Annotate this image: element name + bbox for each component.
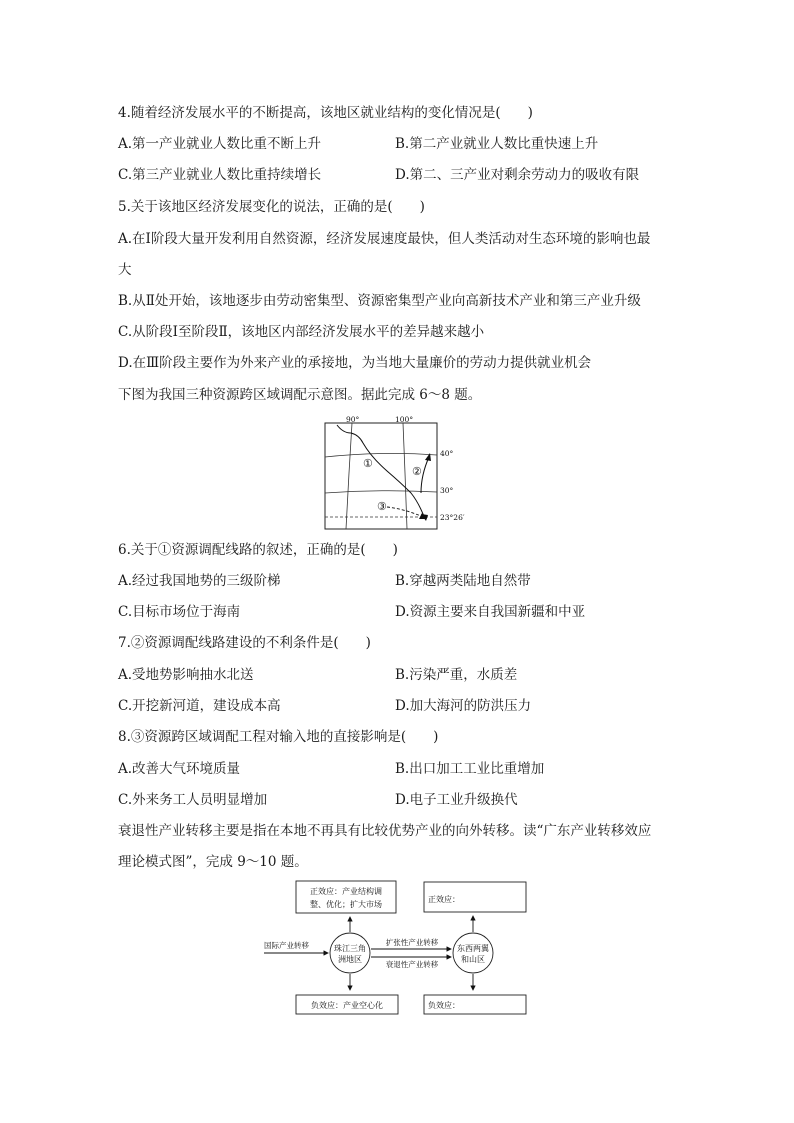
positive-effect-right: 正效应： (428, 895, 460, 904)
east-west-label-line2: 和山区 (461, 955, 485, 964)
resource-transfer-map (315, 413, 475, 535)
q7-option-b: B.污染严重，水质差 (395, 667, 518, 683)
positive-effect-left-line2: 整、优化；扩大市场 (310, 900, 382, 909)
east-west-label-line1: 东西两翼 (457, 944, 489, 953)
q4-option-c: C.第三产业就业人数比重持续增长 (118, 167, 322, 183)
east-west-circle (453, 933, 493, 973)
q4-option-b: B.第二产业就业人数比重快速上升 (395, 136, 599, 152)
prd-circle (330, 933, 370, 973)
q7-option-c: C.开挖新河道，建设成本高 (118, 698, 281, 714)
q6-option-a: A.经过我国地势的三级阶梯 (118, 573, 281, 589)
parallel-30 (325, 491, 437, 493)
q8-option-d: D.电子工业升级换代 (395, 792, 518, 808)
label-route-3: ③ (377, 500, 387, 513)
label-lat-40: 40° (440, 449, 454, 458)
route-2-line (421, 457, 429, 493)
label-lon-100: 100° (395, 415, 414, 424)
q5-option-a: A.在Ⅰ阶段大量开发利用自然资源，经济发展速度最快，但人类活动对生态环境的影响也最 (118, 231, 651, 247)
intl-transfer-label: 国际产业转移 (264, 941, 309, 950)
q8-option-b: B.出口加工工业比重增加 (395, 761, 545, 777)
q5-option-a-continued: 大 (118, 262, 132, 278)
intro-6-8: 下图为我国三种资源跨区域调配示意图。据此完成 6～8 题。 (118, 387, 482, 403)
label-lat-tropic: 23°26′ (440, 513, 465, 522)
label-lon-90: 90° (346, 415, 360, 424)
q4-option-a: A.第一产业就业人数比重不断上升 (118, 136, 322, 152)
q5-option-c: C.从阶段Ⅰ至阶段Ⅱ，该地区内部经济发展水平的差异越来越小 (118, 324, 485, 340)
negative-effect-right: 负效应： (428, 1001, 460, 1010)
q5-option-b: B.从Ⅱ处开始，该地逐步由劳动密集型、资源密集型产业向高新技术产业和第三产业升级 (118, 293, 641, 309)
q4-option-d: D.第二、三产业对剩余劳动力的吸收有限 (395, 167, 640, 183)
label-route-2: ② (412, 465, 422, 478)
prd-label-line2: 洲地区 (338, 955, 362, 964)
q8-stem: 8.③资源跨区域调配工程对输入地的直接影响是( ) (118, 729, 439, 745)
q6-stem: 6.关于①资源调配线路的叙述，正确的是( ) (118, 542, 398, 558)
q7-option-a: A.受地势影响抽水北送 (118, 667, 254, 683)
q6-option-c: C.目标市场位于海南 (118, 604, 241, 620)
meridian-90 (346, 423, 352, 529)
expand-transfer-label: 扩张性产业转移 (385, 938, 439, 947)
q7-stem: 7.②资源调配线路建设的不利条件是( ) (118, 635, 371, 651)
parallel-40 (325, 453, 437, 457)
negative-effect-left: 负效应：产业空心化 (311, 1001, 383, 1010)
q6-option-b: B.穿越两类陆地自然带 (395, 573, 531, 589)
label-lat-30: 30° (440, 486, 454, 495)
q6-option-d: D.资源主要来自我国新疆和中亚 (395, 604, 586, 620)
q8-option-a: A.改善大气环境质量 (118, 761, 241, 777)
q8-option-c: C.外来务工人员明显增加 (118, 792, 268, 808)
intro-9-10-line1: 衰退性产业转移主要是指在本地不再具有比较优势产业的向外转移。读“广东产业转移效应 (118, 823, 652, 839)
q5-stem: 5.关于该地区经济发展变化的说法，正确的是( ) (118, 199, 425, 215)
label-route-1: ① (363, 457, 373, 470)
route-3-line (387, 507, 423, 517)
q4-stem: 4.随着经济发展水平的不断提高，该地区就业结构的变化情况是( ) (118, 105, 533, 121)
decline-transfer-label: 衰退性产业转移 (385, 960, 439, 969)
q5-option-d: D.在Ⅲ阶段主要作为外来产业的承接地，为当地大量廉价的劳动力提供就业机会 (118, 355, 592, 371)
prd-label-line1: 珠江三角 (334, 944, 366, 953)
industry-transfer-diagram (262, 878, 532, 1018)
q7-option-d: D.加大海河的防洪压力 (395, 698, 532, 714)
positive-effect-left-line1: 正效应：产业结构调 (310, 887, 382, 896)
intro-9-10-line2: 理论模式图”，完成 9～10 题。 (118, 854, 308, 870)
meridian-100 (403, 423, 407, 529)
